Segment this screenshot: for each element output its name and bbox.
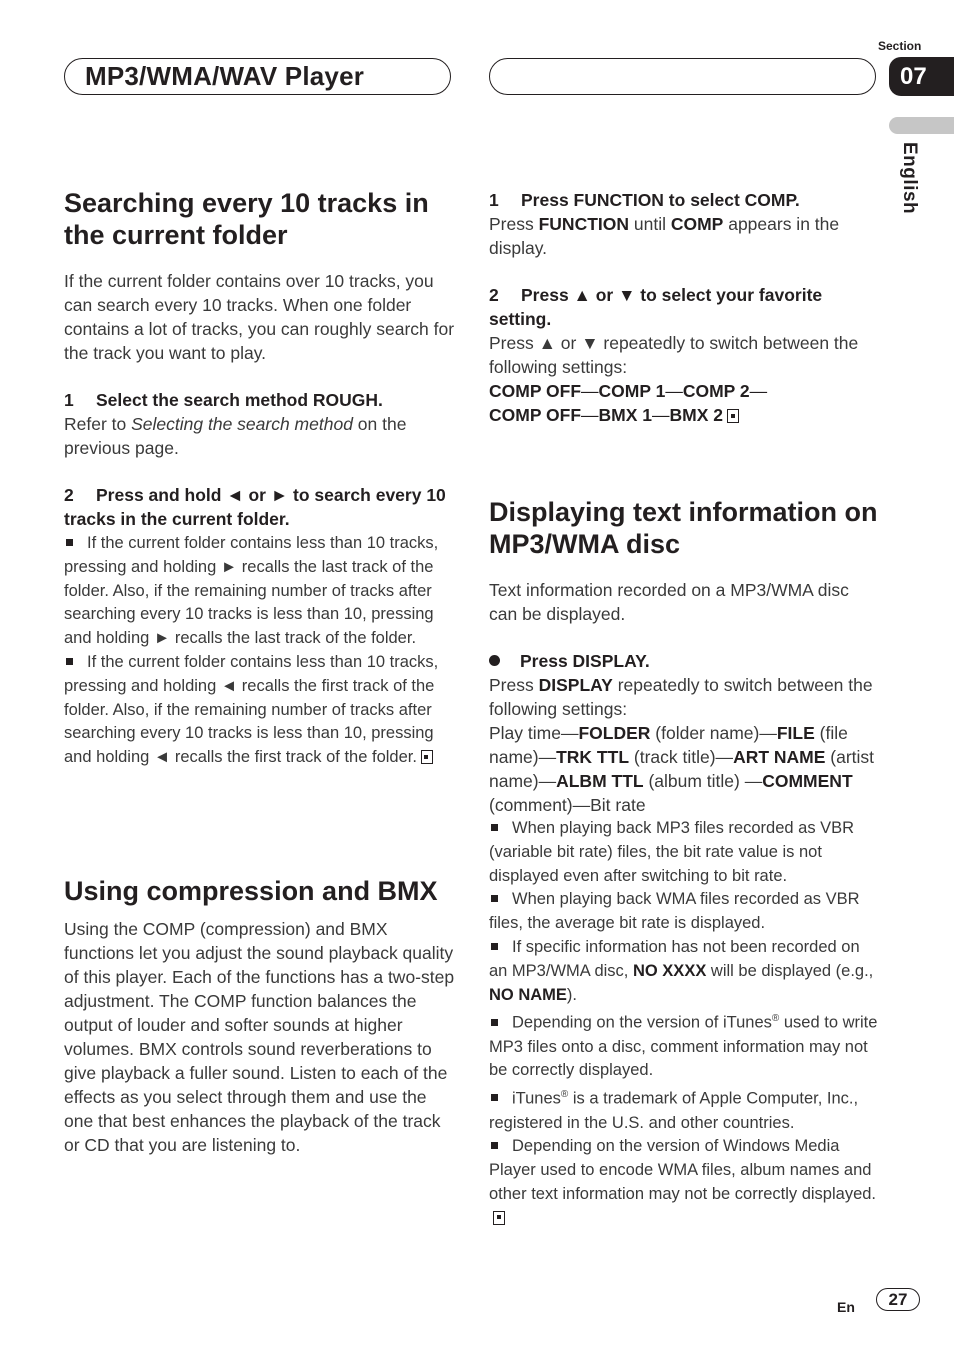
bullet-square-icon — [66, 658, 73, 665]
setting: TRK TTL — [556, 747, 630, 767]
chapter-title: MP3/WMA/WAV Player — [85, 61, 365, 91]
setting: ART NAME — [733, 747, 826, 767]
text-run: appears in the display. — [489, 214, 840, 258]
comp-settings-line-2 — [489, 403, 881, 427]
text-run: (file name)— — [489, 723, 848, 767]
text-run: until — [629, 214, 671, 234]
footer-language: En — [837, 1299, 855, 1315]
step-number: 2 — [489, 285, 499, 305]
text-run: Refer to — [64, 414, 132, 434]
language-tab — [889, 117, 954, 134]
setting: FILE — [776, 723, 815, 743]
header-empty-pill — [489, 58, 876, 95]
registered-mark: ® — [771, 1013, 780, 1025]
display-note-3 — [489, 936, 881, 1007]
text-run: (track title)— — [629, 747, 734, 767]
compression-section — [64, 875, 456, 1157]
note-text: will be displayed (e.g., — [706, 961, 874, 980]
text-run: repeatedly to switch between the following settings: — [489, 675, 873, 719]
dash: — — [581, 381, 599, 401]
text-run: (artist name)— — [489, 747, 875, 791]
text-run: on the previous page. — [64, 414, 407, 458]
setting: COMP OFF — [489, 405, 582, 425]
section-label: Section — [878, 39, 922, 53]
note-text: is a trademark of Apple Computer, Inc., registered in the U.S. and other countries. — [489, 1089, 859, 1132]
note-text: ). — [566, 985, 578, 1004]
step-number: 1 — [489, 190, 499, 210]
note-text: used to write MP3 files onto a disc, comment information may not be correctly displayed. — [489, 1013, 878, 1080]
heading-display-text: Displaying text information on MP3/WMA disc — [489, 497, 878, 559]
text-run: Play time— — [489, 723, 579, 743]
bullet-square-icon — [491, 943, 498, 950]
step-title: Select the search method ROUGH. — [96, 390, 383, 410]
step-title: Press DISPLAY. — [520, 651, 650, 671]
comp-step-2 — [489, 283, 881, 331]
setting: COMP OFF — [489, 381, 582, 401]
note-text: If specific information has not been recorded on an MP3/WMA disc, — [489, 937, 860, 980]
registered-mark: ® — [560, 1089, 569, 1101]
step-title: Press ▲ or ▼ to select your favorite setting. — [489, 285, 823, 329]
heading-compression-bmx: Using compression and BMX — [64, 876, 438, 906]
search-step-1-body — [64, 412, 456, 460]
end-mark-icon — [727, 409, 739, 423]
bullet-square-icon — [491, 895, 498, 902]
setting: COMMENT — [762, 771, 853, 791]
display-noxxxx: NO XXXX — [632, 961, 707, 980]
note-text: If the current folder contains less than 10 tracks, pressing and holding ◄ recalls the first track of the folder. Also, if the remaining number of tracks after searching every 10 tracks is less than 10, pressing and holding ◄ recalls the first track of the folder. — [64, 652, 439, 767]
comp-settings-line-1 — [489, 379, 881, 403]
display-step-body — [489, 673, 881, 721]
comp-step-1-body — [489, 212, 881, 260]
setting: COMP 1 — [598, 381, 666, 401]
section-number: 07 — [889, 57, 954, 96]
end-mark-icon — [421, 750, 433, 764]
step-title: Press and hold ◄ or ► to search every 10 tracks in the current folder. — [64, 485, 446, 529]
search-intro: If the current folder contains over 10 tracks, you can search every 10 tracks. When one folder contains a lot of tracks, you can roughly search for the track you want to play. — [64, 271, 455, 363]
step-title: Press FUNCTION to select COMP. — [521, 190, 800, 210]
setting: ALBM TTL — [556, 771, 644, 791]
note-text: When playing back MP3 files recorded as VBR (variable bit rate) files, the bit rate value is not displayed even after switching to bit rate. — [489, 819, 855, 885]
page-number: 27 — [876, 1288, 920, 1311]
text-run: (album title) — — [643, 771, 763, 791]
note-text: Depending on the version of Windows Media Player used to encode WMA files, album names and other text information may not be correctly displayed. — [489, 1137, 877, 1203]
key-display: DISPLAY — [538, 675, 613, 695]
bullet-dot-icon — [489, 655, 500, 666]
right-column — [489, 188, 881, 427]
bullet-square-icon — [491, 1094, 498, 1101]
note-text: iTunes — [512, 1089, 561, 1108]
setting: BMX 1 — [598, 405, 653, 425]
step-number: 1 — [64, 390, 74, 410]
bullet-square-icon — [491, 824, 498, 831]
bullet-square-icon — [66, 539, 73, 546]
step-number: 2 — [64, 485, 74, 505]
display-section — [489, 496, 881, 1231]
display-note-1 — [489, 817, 881, 888]
setting: COMP 2 — [682, 381, 750, 401]
dash: — — [581, 405, 599, 425]
bullet-square-icon — [491, 1142, 498, 1149]
end-mark-icon — [493, 1211, 505, 1225]
note-text: Depending on the version of iTunes — [512, 1013, 772, 1032]
reference-title: Selecting the search method — [131, 414, 353, 434]
display-note-6 — [489, 1135, 881, 1230]
comp-step-1 — [489, 188, 881, 212]
header-title-pill — [64, 58, 451, 95]
display-noname: NO NAME — [489, 985, 567, 1004]
left-column — [64, 187, 456, 770]
setting: BMX 2 — [669, 405, 724, 425]
note-text: When playing back WMA files recorded as VBR files, the average bit rate is displayed. — [489, 890, 860, 933]
note-text: If the current folder contains less than 10 tracks, pressing and holding ► recalls the last track of the folder. Also, if the remaining number of tracks after searching every 10 tracks is less than 10, pressing and holding ► recalls the last track of the folder. — [64, 534, 439, 648]
display-intro: Text information recorded on a MP3/WMA disc can be displayed. — [489, 580, 849, 624]
dash: — — [749, 381, 768, 401]
display-comp: COMP — [670, 214, 724, 234]
search-note-2 — [64, 651, 456, 770]
search-note-1 — [64, 532, 456, 651]
text-run: Press — [489, 214, 539, 234]
text-run: Press — [489, 675, 539, 695]
search-step-1 — [64, 388, 456, 412]
search-step-2 — [64, 483, 456, 531]
dash: — — [665, 381, 683, 401]
display-sequence — [489, 721, 881, 817]
compression-body: Using the COMP (compression) and BMX functions let you adjust the sound playback quality of this player. Each of the functions has a two-step adjustment. The COMP function balances the output of louder and softer sounds at higher volumes. BMX controls sound reverberations to give playback a fuller sound. Listen to each of the effects as you select through them and use the one that best enhances the playback of the track or CD that you are listening to. — [64, 919, 455, 1155]
bullet-square-icon — [491, 1019, 498, 1026]
display-step — [489, 649, 881, 673]
text-run: (comment)—Bit rate — [489, 795, 646, 815]
heading-search-10-tracks: Searching every 10 tracks in the current folder — [64, 188, 429, 250]
setting: FOLDER — [578, 723, 651, 743]
language-label: English — [899, 142, 920, 215]
display-note-2 — [489, 888, 881, 936]
comp-step-2-body: Press ▲ or ▼ repeatedly to switch between the following settings: — [489, 333, 859, 377]
key-function: FUNCTION — [538, 214, 630, 234]
display-note-4 — [489, 1007, 881, 1083]
dash: — — [652, 405, 670, 425]
text-run: (folder name)— — [650, 723, 777, 743]
display-note-5 — [489, 1083, 881, 1135]
